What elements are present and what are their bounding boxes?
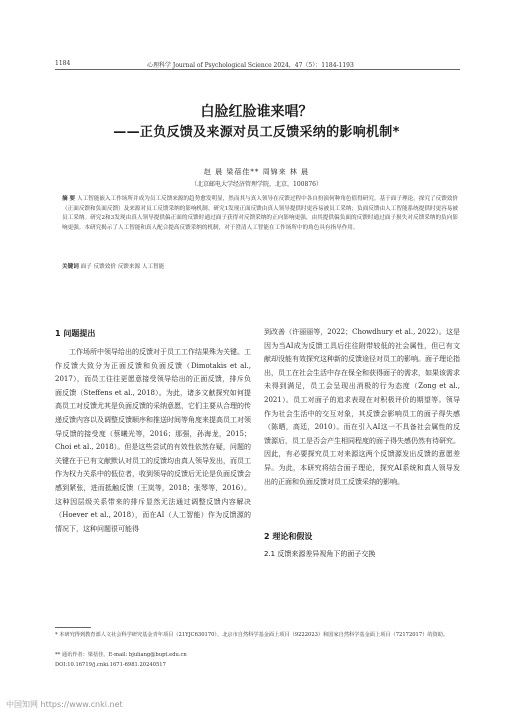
keywords-label: 关键词 [62, 264, 79, 270]
abstract [62, 195, 458, 233]
header-rule [55, 69, 460, 70]
paper-title: 白脸红脸谁来唱？ [200, 104, 313, 120]
page-number: 1184 [55, 60, 71, 67]
section-1-heading: 1 问题提出 [55, 329, 96, 338]
section-2-1-subheading: 2.1 反馈来源差异视角下的面子交换 [264, 550, 376, 558]
paper-subtitle: ——正负反馈及来源对员工反馈采纳的影响机制* [113, 125, 400, 140]
abstract-text: 人工智能嵌入工作场所并成为员工反馈来源的趋势愈发明显，然而其与真人领导在反馈过程中各自扮演何种角色值得研究。基于面子理论，探究了反馈效价（正面反馈和负面反馈）及来源对员工反馈采纳的影响机制。研究1发现正面反馈由真人领导提供时更容易被员工采纳；负面反馈由人工智能系统提供时更容易被员工采纳。研究2和3发现由真人领导提供偏正面的反馈时通过面子获得对反馈采纳的正向影响更强，由其提供偏负面的反馈时通过面子损失对反馈采纳的负向影响更强。本研究揭示了人工智能和真人配合提高反馈采纳的机制，对于澄清人工智能在工作场所中的角色具有指导作用。 [62, 196, 458, 231]
footnote-rule [55, 627, 91, 628]
cnki-watermark: 中国知网 https://www.cnki.net [6, 700, 123, 709]
abstract-label: 摘 要 [62, 196, 76, 202]
footnote-funding: * 本研究得到教育部人文社会科学研究基金青年项目（21YJC630170）、北京市自然科学基金面上项目（9222023）和国家自然科学基金面上项目（72172017）的资助。 [55, 632, 449, 638]
left-column-paragraph: 工作场所中领导给出的反馈对于员工工作结果殊为关键。工作反馈大致分为正面反馈和负面反馈（Dimotakis et al., 2017），而员工往往更愿意接受领导给出的正面反馈，排斥负面反馈（Steffens et al., 2018）。为此，诸多文献探究如何提高员工对反馈尤其是负面反馈的采纳意愿，它们主要从合理的传递反馈内容以及调整反馈顺序和推送时间等角度来提高员工对领导反馈的接受度（蔡曦光等，2016；那强，孙海龙，2015；Choi et al., 2018）。但是这些尝试的有效性依然存疑，问题的关键在于已有文献默认对员工的反馈均由真人领导发出，而员工作为权力关系中的低位者，收到领导的反馈后无论是负面反馈会感到紧张，进而抵触反馈（王岚等，2018；张琴等，2016）。这种因层级关系带来的排斥显然无法通过调整反馈内容解决（Hoever et al., 2018），而在AI（人工智能）作为反馈源的情况下，这种问题很可能得 [55, 348, 251, 533]
keywords [62, 262, 458, 270]
author-affiliation: （北京邮电大学经济管理学院，北京，100876） [191, 181, 322, 188]
footnote-doi: DOI:10.16719/j.cnki.1671-6981.20240517 [55, 662, 166, 668]
keywords-text: 面子 反馈效价 反馈来源 人工智能 [80, 264, 165, 270]
right-column-paragraph: 到改善（许丽丽等，2022；Chowdhury et al., 2022）。这是因为当AI成为反馈工具后往往附带较低的社会属性，但已有文献却没能有效探究这种新的反馈途径对员工的影响。面子理论指出，员工在社会生活中存在保全和获得面子的需求，如果该需求未得到满足，员工会呈现出消极的行为态度（Zong et al., 2021）。员工对面子的追求表现在对积极评价的期望等。领导作为社会生活中的交互对象，其反馈会影响员工的面子得失感（陈晒，高廷，2010）。而在引入AI这一不具备社会属性的反馈源后，员工是否会产生相同程度的面子得失感仍然有待研究。因此，有必要探究员工对来源这两个反馈源发出反馈的意愿差异。为此，本研究将结合面子理论，探究AI系统和真人领导发出的正面和负面反馈对员工反馈采纳的影响。 [264, 328, 460, 486]
journal-citation: 心理科学 Journal of Psychological Science 2024，47（5）：1184-1193 [147, 62, 354, 69]
author-list: 赵 晨 梁蓓佳** 周锦来 林 晨 [203, 168, 310, 176]
footnote-correspondence: ** 通讯作者：梁蓓佳。E-mail: bjuliang@bupt.edu.cn [55, 652, 187, 658]
section-2-heading: 2 理论和假设 [264, 532, 313, 541]
